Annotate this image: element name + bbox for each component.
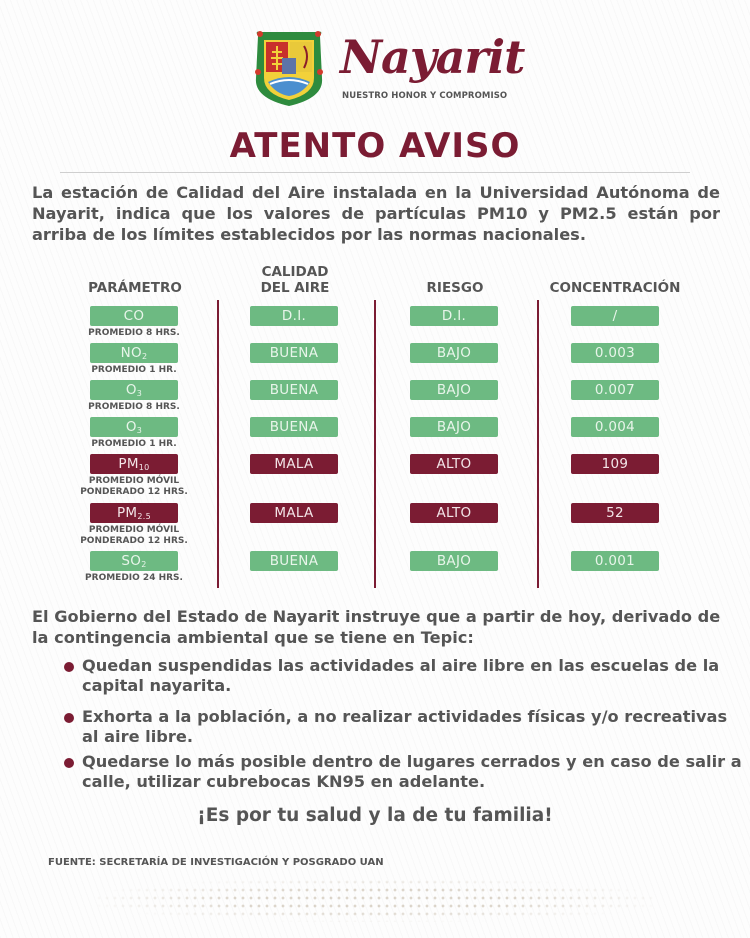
parameter-subscript: 2 xyxy=(141,560,147,569)
concentration-cell: 0.004 xyxy=(571,417,659,437)
averaging-period: PROMEDIO MÓVIL xyxy=(88,525,180,535)
averaging-period-line2: PONDERADO 12 HRS. xyxy=(80,487,188,497)
risk-cell: ALTO xyxy=(410,503,498,523)
air-quality-cell: BUENA xyxy=(250,551,338,571)
parameter-symbol: PM xyxy=(116,505,138,521)
source-credit: FUENTE: SECRETARÍA DE INVESTIGACIÓN Y POSGRADO UAN xyxy=(48,857,384,868)
parameter-symbol: O xyxy=(125,419,137,435)
header-calidad-line2: DEL AIRE xyxy=(260,280,330,296)
risk-cell: BAJO xyxy=(410,551,498,571)
air-quality-cell: MALA xyxy=(250,503,338,523)
bullet-text: Exhorta a la población, a no realizar actividades físicas y/o recreativas al aire libre. xyxy=(82,707,728,746)
brand-tagline: NUESTRO HONOR Y COMPROMISO xyxy=(342,91,508,101)
bullet-text: Quedan suspendidas las actividades al aire libre en las escuelas de la capital nayarita. xyxy=(82,656,720,695)
header-calidad-line1: CALIDAD xyxy=(261,264,329,280)
decorative-pattern xyxy=(95,878,655,922)
parameter-symbol: SO xyxy=(121,553,142,569)
bullet-dot-icon xyxy=(64,662,74,672)
column-divider xyxy=(537,300,539,588)
averaging-period: PROMEDIO 8 HRS. xyxy=(88,328,180,338)
column-divider xyxy=(374,300,376,588)
coat-of-arms-logo xyxy=(252,28,326,108)
parameter-cell xyxy=(90,454,178,474)
closing-message: ¡Es por tu salud y la de tu familia! xyxy=(197,805,553,826)
parameter-cell xyxy=(90,503,178,523)
air-quality-cell: BUENA xyxy=(250,417,338,437)
brand-name: Nayarit xyxy=(340,30,525,84)
parameter-cell xyxy=(90,551,178,571)
parameter-symbol: O xyxy=(125,382,137,398)
bullet-dot-icon xyxy=(64,758,74,768)
header-riesgo: RIESGO xyxy=(426,280,484,296)
column-divider xyxy=(217,300,219,588)
parameter-symbol: NO xyxy=(120,345,142,361)
header-parametro: PARÁMETRO xyxy=(88,280,182,296)
averaging-period: PROMEDIO 1 HR. xyxy=(91,365,177,375)
air-quality-cell: MALA xyxy=(250,454,338,474)
parameter-cell xyxy=(90,343,178,363)
bullet-item xyxy=(64,656,742,696)
intro-paragraph: La estación de Calidad del Aire instalada en la Universidad Autónoma de Nayarit, indica que los valores de partículas PM10 y PM2.5 están por arriba de los límites establecidos por las normas nacionales. xyxy=(32,183,720,244)
parameter-subscript: 3 xyxy=(136,426,143,435)
concentration-cell: 109 xyxy=(571,454,659,474)
risk-cell: ALTO xyxy=(410,454,498,474)
parameter-cell xyxy=(90,380,178,400)
air-quality-cell: BUENA xyxy=(250,343,338,363)
air-quality-cell: BUENA xyxy=(250,380,338,400)
parameter-subscript: 2 xyxy=(141,352,148,361)
parameter-cell xyxy=(90,306,178,326)
parameter-symbol: CO xyxy=(123,308,145,324)
parameter-subscript: 2.5 xyxy=(137,512,151,521)
bullet-item xyxy=(64,752,742,792)
header-concentracion: CONCENTRACIÓN xyxy=(549,280,681,296)
parameter-subscript: 3 xyxy=(136,389,143,398)
averaging-period: PROMEDIO 24 HRS. xyxy=(85,573,183,583)
risk-cell: BAJO xyxy=(410,343,498,363)
concentration-cell: 0.001 xyxy=(571,551,659,571)
averaging-period: PROMEDIO MÓVIL xyxy=(88,476,180,486)
bullet-item xyxy=(64,707,742,747)
averaging-period: PROMEDIO 1 HR. xyxy=(91,439,177,449)
risk-cell: BAJO xyxy=(410,417,498,437)
averaging-period: PROMEDIO 8 HRS. xyxy=(88,402,180,412)
bullet-text: Quedarse lo más posible dentro de lugares cerrados y en caso de salir a calle, utilizar cubrebocas KN95 en adelante. xyxy=(82,752,742,791)
title-divider xyxy=(60,172,690,173)
averaging-period-line2: PONDERADO 12 HRS. xyxy=(80,536,188,546)
parameter-symbol: PM xyxy=(118,456,139,472)
parameter-cell xyxy=(90,417,178,437)
state-coat-of-arms-icon xyxy=(252,28,326,108)
instruction-paragraph: El Gobierno del Estado de Nayarit instruye que a partir de hoy, derivado de la contingencia ambiental que se tiene en Tepic: xyxy=(32,607,721,647)
concentration-cell: 0.003 xyxy=(571,343,659,363)
risk-cell: D.I. xyxy=(410,306,498,326)
parameter-subscript: 10 xyxy=(138,463,150,472)
page-title: ATENTO AVISO xyxy=(229,126,521,166)
concentration-cell: / xyxy=(571,306,659,326)
bullet-dot-icon xyxy=(64,713,74,723)
risk-cell: BAJO xyxy=(410,380,498,400)
concentration-cell: 0.007 xyxy=(571,380,659,400)
concentration-cell: 52 xyxy=(571,503,659,523)
air-quality-cell: D.I. xyxy=(250,306,338,326)
